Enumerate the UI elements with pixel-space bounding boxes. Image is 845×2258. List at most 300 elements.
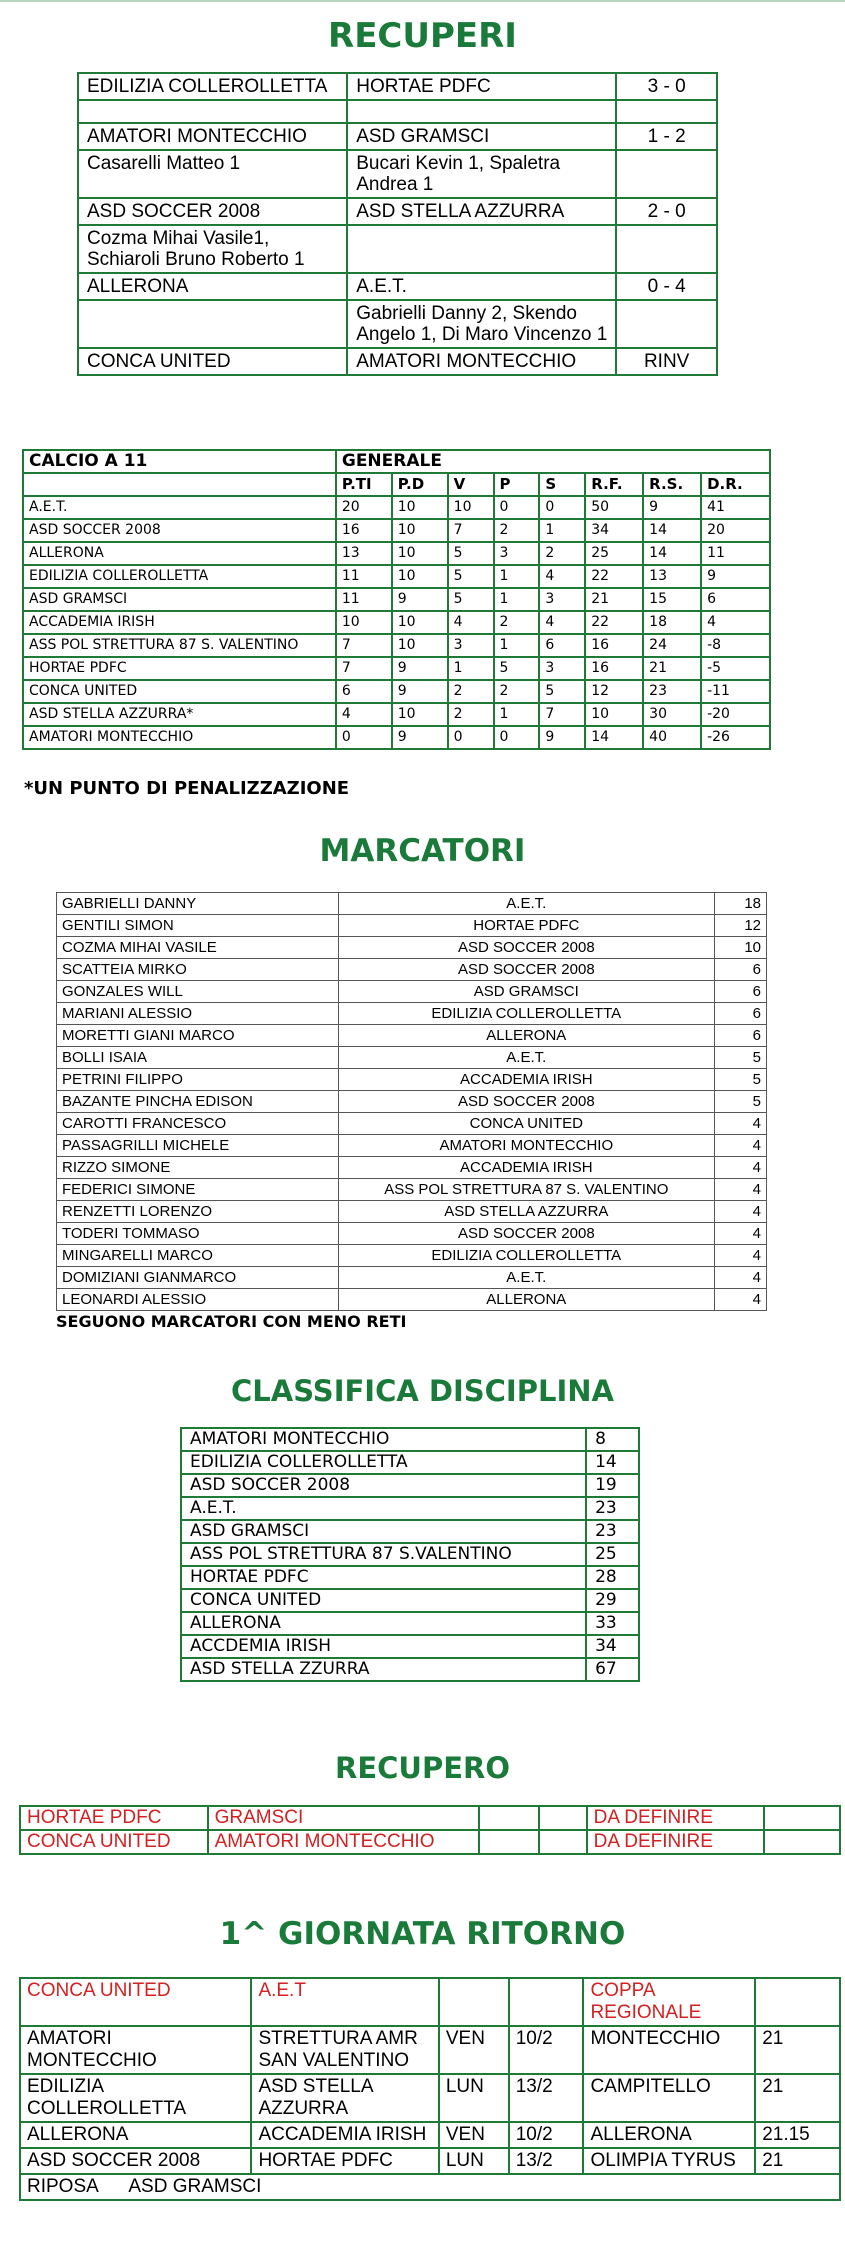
goal-diff-cell: 4 xyxy=(701,611,770,634)
draws-cell: 1 xyxy=(494,634,540,657)
home-cell: AMATORI MONTECCHIO xyxy=(78,123,347,150)
discipline-row xyxy=(181,1612,639,1635)
match-row xyxy=(78,73,717,100)
goals-against-cell: 21 xyxy=(643,657,701,680)
team-cell: A.E.T. xyxy=(181,1497,586,1520)
played-cell: 9 xyxy=(392,726,448,749)
points-cell: 23 xyxy=(586,1520,639,1543)
scorer-row xyxy=(57,1201,767,1223)
team-cell: ASD SOCCER 2008 xyxy=(338,1091,714,1113)
result-cell xyxy=(616,150,717,198)
wins-cell: 2 xyxy=(448,703,494,726)
points-cell: 11 xyxy=(336,588,392,611)
result-cell: RINV xyxy=(616,348,717,375)
home-cell xyxy=(78,300,347,348)
home-cell: HORTAE PDFC xyxy=(20,1806,208,1830)
match-row xyxy=(78,300,717,348)
team-cell: AMATORI MONTECCHIO xyxy=(338,1135,714,1157)
time-cell: 21.15 xyxy=(755,2122,840,2148)
goals-cell: 4 xyxy=(715,1245,767,1267)
column-header: R.S. xyxy=(643,473,701,496)
team-cell: ASD GRAMSCI xyxy=(23,588,336,611)
losses-cell: 5 xyxy=(539,680,585,703)
away-cell: GRAMSCI xyxy=(208,1806,479,1830)
team-cell: ASD SOCCER 2008 xyxy=(181,1474,586,1497)
goal-diff-cell: 9 xyxy=(701,565,770,588)
date-cell: 13/2 xyxy=(509,2074,584,2122)
team-cell: HORTAE PDFC xyxy=(338,915,714,937)
goal-diff-cell: -8 xyxy=(701,634,770,657)
player-cell: MINGARELLI MARCO xyxy=(57,1245,339,1267)
match-row xyxy=(78,225,717,273)
goal-diff-cell: 11 xyxy=(701,542,770,565)
home-cell: ASD SOCCER 2008 xyxy=(78,198,347,225)
team-cell: ALLERONA xyxy=(23,542,336,565)
time-cell: 21 xyxy=(755,2148,840,2174)
played-cell: 9 xyxy=(392,680,448,703)
result-cell: 1 - 2 xyxy=(616,123,717,150)
discipline-row xyxy=(181,1589,639,1612)
team-cell: ASD STELLA AZZURRA xyxy=(338,1201,714,1223)
draws-cell: 0 xyxy=(494,496,540,519)
points-cell: 23 xyxy=(586,1497,639,1520)
discipline-row xyxy=(181,1566,639,1589)
team-cell: ASD STELLA ZZURRA xyxy=(181,1658,586,1681)
team-cell: ACCADEMIA IRISH xyxy=(23,611,336,634)
goal-diff-cell: 6 xyxy=(701,588,770,611)
day-cell xyxy=(479,1806,539,1830)
points-cell: 10 xyxy=(336,611,392,634)
goals-cell: 4 xyxy=(715,1157,767,1179)
team-cell: CONCA UNITED xyxy=(338,1113,714,1135)
standings-row xyxy=(23,542,770,565)
goals-cell: 4 xyxy=(715,1113,767,1135)
player-cell: BAZANTE PINCHA EDISON xyxy=(57,1091,339,1113)
played-cell: 10 xyxy=(392,519,448,542)
played-cell: 9 xyxy=(392,657,448,680)
player-cell: CAROTTI FRANCESCO xyxy=(57,1113,339,1135)
goals-cell: 6 xyxy=(715,1003,767,1025)
points-cell: 0 xyxy=(336,726,392,749)
classifica-subtitle: GENERALE xyxy=(336,450,770,473)
goals-cell: 4 xyxy=(715,1179,767,1201)
wins-cell: 5 xyxy=(448,565,494,588)
points-cell: 8 xyxy=(586,1428,639,1451)
result-cell xyxy=(616,225,717,273)
team-cell: ASS POL STRETTURA 87 S. VALENTINO xyxy=(338,1179,714,1201)
venue-cell: DA DEFINIRE xyxy=(587,1830,765,1854)
team-cell: A.E.T. xyxy=(23,496,336,519)
venue-cell: OLIMPIA TYRUS xyxy=(583,2148,755,2174)
day-cell: LUN xyxy=(439,2148,509,2174)
goals-cell: 6 xyxy=(715,959,767,981)
discipline-row xyxy=(181,1520,639,1543)
goals-cell: 12 xyxy=(715,915,767,937)
player-cell: SCATTEIA MIRKO xyxy=(57,959,339,981)
points-cell: 4 xyxy=(336,703,392,726)
goals-cell: 4 xyxy=(715,1289,767,1311)
goals-against-cell: 14 xyxy=(643,519,701,542)
losses-cell: 3 xyxy=(539,657,585,680)
wins-cell: 7 xyxy=(448,519,494,542)
time-cell: 21 xyxy=(755,2026,840,2074)
home-cell: EDILIZIA COLLEROLLETTA xyxy=(78,73,347,100)
points-cell: 20 xyxy=(336,496,392,519)
discipline-row xyxy=(181,1497,639,1520)
discipline-row xyxy=(181,1428,639,1451)
home-cell: EDILIZIA COLLEROLLETTA xyxy=(20,2074,251,2122)
losses-cell: 2 xyxy=(539,542,585,565)
player-cell: PASSAGRILLI MICHELE xyxy=(57,1135,339,1157)
match-row xyxy=(78,100,717,123)
losses-cell: 6 xyxy=(539,634,585,657)
player-cell: RENZETTI LORENZO xyxy=(57,1201,339,1223)
team-cell: ALLERONA xyxy=(338,1025,714,1047)
penalty-note: *UN PUNTO DI PENALIZZAZIONE xyxy=(24,778,350,799)
recuperi-table xyxy=(77,72,718,376)
result-cell: 3 - 0 xyxy=(616,73,717,100)
team-cell: ASD GRAMSCI xyxy=(338,981,714,1003)
draws-cell: 3 xyxy=(494,542,540,565)
scorer-row xyxy=(57,1135,767,1157)
fixture-row xyxy=(20,2074,840,2122)
away-cell: ASD STELLA AZZURRA xyxy=(347,198,616,225)
date-cell xyxy=(539,1830,587,1854)
goals-cell: 18 xyxy=(715,893,767,915)
team-cell: ASD STELLA AZZURRA* xyxy=(23,703,336,726)
scorer-row xyxy=(57,1003,767,1025)
discipline-row xyxy=(181,1543,639,1566)
classifica-title: CALCIO A 11 xyxy=(23,450,336,473)
wins-cell: 4 xyxy=(448,611,494,634)
goals-for-cell: 25 xyxy=(585,542,643,565)
player-cell: TODERI TOMMASO xyxy=(57,1223,339,1245)
wins-cell: 10 xyxy=(448,496,494,519)
goals-for-cell: 22 xyxy=(585,611,643,634)
played-cell: 9 xyxy=(392,588,448,611)
disciplina-title: CLASSIFICA DISCIPLINA xyxy=(231,1374,614,1408)
team-cell: ASS POL STRETTURA 87 S.VALENTINO xyxy=(181,1543,586,1566)
wins-cell: 2 xyxy=(448,680,494,703)
team-cell: ASD GRAMSCI xyxy=(181,1520,586,1543)
scorer-row xyxy=(57,1069,767,1091)
points-cell: 29 xyxy=(586,1589,639,1612)
home-cell: ALLERONA xyxy=(20,2122,251,2148)
marcatori-table xyxy=(56,892,767,1311)
away-cell: Bucari Kevin 1, Spaletra Andrea 1 xyxy=(347,150,616,198)
scorer-row xyxy=(57,959,767,981)
team-cell: ACCDEMIA IRISH xyxy=(181,1635,586,1658)
points-cell: 14 xyxy=(586,1451,639,1474)
team-cell: ASD SOCCER 2008 xyxy=(338,1223,714,1245)
player-cell: LEONARDI ALESSIO xyxy=(57,1289,339,1311)
standings-row xyxy=(23,496,770,519)
draws-cell: 2 xyxy=(494,680,540,703)
column-header: V xyxy=(448,473,494,496)
goals-against-cell: 24 xyxy=(643,634,701,657)
losses-cell: 4 xyxy=(539,611,585,634)
away-cell: HORTAE PDFC xyxy=(347,73,616,100)
points-cell: 13 xyxy=(336,542,392,565)
fixture-row xyxy=(20,2026,840,2074)
goals-against-cell: 40 xyxy=(643,726,701,749)
goals-for-cell: 16 xyxy=(585,634,643,657)
player-cell: DOMIZIANI GIANMARCO xyxy=(57,1267,339,1289)
draws-cell: 1 xyxy=(494,703,540,726)
away-cell: Gabrielli Danny 2, Skendo Angelo 1, Di Maro Vincenzo 1 xyxy=(347,300,616,348)
home-cell: CONCA UNITED xyxy=(20,1830,208,1854)
team-cell: EDILIZIA COLLEROLLETTA xyxy=(338,1003,714,1025)
points-cell: 25 xyxy=(586,1543,639,1566)
standings-row xyxy=(23,519,770,542)
home-cell: AMATORI MONTECCHIO xyxy=(20,2026,251,2074)
match-row xyxy=(78,123,717,150)
team-cell: ASS POL STRETTURA 87 S. VALENTINO xyxy=(23,634,336,657)
wins-cell: 3 xyxy=(448,634,494,657)
draws-cell: 2 xyxy=(494,519,540,542)
standings-row xyxy=(23,703,770,726)
giornata-title: 1^ GIORNATA RITORNO xyxy=(219,1916,626,1952)
losses-cell: 9 xyxy=(539,726,585,749)
home-cell: Casarelli Matteo 1 xyxy=(78,150,347,198)
scorer-row xyxy=(57,1091,767,1113)
points-cell: 28 xyxy=(586,1566,639,1589)
venue-cell: DA DEFINIRE xyxy=(587,1806,765,1830)
goals-cell: 4 xyxy=(715,1135,767,1157)
home-cell: CONCA UNITED xyxy=(20,1978,251,2026)
player-cell: PETRINI FILIPPO xyxy=(57,1069,339,1091)
standings-row xyxy=(23,726,770,749)
team-cell: A.E.T. xyxy=(338,893,714,915)
goals-for-cell: 16 xyxy=(585,657,643,680)
date-cell: 10/2 xyxy=(509,2026,584,2074)
draws-cell: 1 xyxy=(494,565,540,588)
team-cell: ASD SOCCER 2008 xyxy=(338,937,714,959)
match-row xyxy=(78,273,717,300)
goal-diff-cell: -26 xyxy=(701,726,770,749)
venue-cell: MONTECCHIO xyxy=(583,2026,755,2074)
team-cell: CONCA UNITED xyxy=(23,680,336,703)
date-cell: 10/2 xyxy=(509,2122,584,2148)
wins-cell: 0 xyxy=(448,726,494,749)
team-cell: ACCADEMIA IRISH xyxy=(338,1069,714,1091)
player-cell: FEDERICI SIMONE xyxy=(57,1179,339,1201)
points-cell: 34 xyxy=(586,1635,639,1658)
result-cell: 2 - 0 xyxy=(616,198,717,225)
player-cell: MORETTI GIANI MARCO xyxy=(57,1025,339,1047)
away-cell: AMATORI MONTECCHIO xyxy=(208,1830,479,1854)
goals-cell: 4 xyxy=(715,1267,767,1289)
goals-against-cell: 9 xyxy=(643,496,701,519)
team-cell: A.E.T. xyxy=(338,1267,714,1289)
scorer-row xyxy=(57,1179,767,1201)
points-cell: 7 xyxy=(336,657,392,680)
wins-cell: 1 xyxy=(448,657,494,680)
scorer-row xyxy=(57,1245,767,1267)
recuperi-title: RECUPERI xyxy=(328,16,517,56)
venue-cell: COPPA REGIONALE xyxy=(583,1978,755,2026)
draws-cell: 1 xyxy=(494,588,540,611)
giornata-table xyxy=(19,1977,841,2201)
team-cell: ASD SOCCER 2008 xyxy=(23,519,336,542)
date-cell xyxy=(509,1978,584,2026)
recupero-title: RECUPERO xyxy=(334,1751,511,1785)
team-cell: AMATORI MONTECCHIO xyxy=(181,1428,586,1451)
standings-row xyxy=(23,588,770,611)
away-cell: A.E.T. xyxy=(347,273,616,300)
blank-header-cell xyxy=(23,473,336,496)
fixture-row xyxy=(20,2148,840,2174)
standings-row xyxy=(23,657,770,680)
column-header: S xyxy=(539,473,585,496)
team-cell: ALLERONA xyxy=(338,1289,714,1311)
goals-cell: 5 xyxy=(715,1069,767,1091)
time-cell xyxy=(764,1830,840,1854)
team-cell: AMATORI MONTECCHIO xyxy=(23,726,336,749)
goal-diff-cell: 41 xyxy=(701,496,770,519)
wins-cell: 5 xyxy=(448,542,494,565)
team-cell: ASD SOCCER 2008 xyxy=(338,959,714,981)
home-cell: CONCA UNITED xyxy=(78,348,347,375)
away-cell xyxy=(347,100,616,123)
losses-cell: 7 xyxy=(539,703,585,726)
classifica-table xyxy=(22,449,771,750)
losses-cell: 4 xyxy=(539,565,585,588)
goals-for-cell: 14 xyxy=(585,726,643,749)
goal-diff-cell: 20 xyxy=(701,519,770,542)
player-cell: MARIANI ALESSIO xyxy=(57,1003,339,1025)
scorer-row xyxy=(57,1025,767,1047)
home-cell xyxy=(78,100,347,123)
goals-against-cell: 14 xyxy=(643,542,701,565)
player-cell: BOLLI ISAIA xyxy=(57,1047,339,1069)
riposa-cell: RIPOSA ASD GRAMSCI xyxy=(20,2174,840,2200)
fixture-row xyxy=(20,2122,840,2148)
wins-cell: 5 xyxy=(448,588,494,611)
goals-for-cell: 34 xyxy=(585,519,643,542)
day-cell: LUN xyxy=(439,2074,509,2122)
date-cell xyxy=(539,1806,587,1830)
away-cell: ASD STELLA AZZURRA xyxy=(251,2074,438,2122)
standings-row xyxy=(23,611,770,634)
scorer-row xyxy=(57,1267,767,1289)
player-cell: GABRIELLI DANNY xyxy=(57,893,339,915)
played-cell: 10 xyxy=(392,703,448,726)
team-cell: CONCA UNITED xyxy=(181,1589,586,1612)
played-cell: 10 xyxy=(392,565,448,588)
goals-cell: 6 xyxy=(715,1025,767,1047)
discipline-row xyxy=(181,1635,639,1658)
scorer-row xyxy=(57,1223,767,1245)
team-cell: HORTAE PDFC xyxy=(181,1566,586,1589)
match-row xyxy=(78,348,717,375)
disciplina-table xyxy=(180,1427,640,1682)
away-cell: AMATORI MONTECCHIO xyxy=(347,348,616,375)
day-cell: VEN xyxy=(439,2026,509,2074)
points-cell: 67 xyxy=(586,1658,639,1681)
top-divider xyxy=(0,0,845,2)
column-header: P.TI xyxy=(336,473,392,496)
fixture-row xyxy=(20,1978,840,2026)
marcatori-title: MARCATORI xyxy=(319,833,526,869)
goal-diff-cell: -5 xyxy=(701,657,770,680)
day-cell: VEN xyxy=(439,2122,509,2148)
away-cell: ASD GRAMSCI xyxy=(347,123,616,150)
player-cell: RIZZO SIMONE xyxy=(57,1157,339,1179)
losses-cell: 3 xyxy=(539,588,585,611)
player-cell: GONZALES WILL xyxy=(57,981,339,1003)
points-cell: 33 xyxy=(586,1612,639,1635)
points-cell: 7 xyxy=(336,634,392,657)
team-cell: ACCADEMIA IRISH xyxy=(338,1157,714,1179)
home-cell: ALLERONA xyxy=(78,273,347,300)
goal-diff-cell: -11 xyxy=(701,680,770,703)
goals-for-cell: 22 xyxy=(585,565,643,588)
player-cell: COZMA MIHAI VASILE xyxy=(57,937,339,959)
played-cell: 10 xyxy=(392,496,448,519)
venue-cell: ALLERONA xyxy=(583,2122,755,2148)
standings-row xyxy=(23,634,770,657)
discipline-row xyxy=(181,1451,639,1474)
date-cell: 13/2 xyxy=(509,2148,584,2174)
goals-against-cell: 30 xyxy=(643,703,701,726)
discipline-row xyxy=(181,1474,639,1497)
column-header: P xyxy=(494,473,540,496)
team-cell: EDILIZIA COLLEROLLETTA xyxy=(338,1245,714,1267)
column-header: P.D xyxy=(392,473,448,496)
losses-cell: 0 xyxy=(539,496,585,519)
scorer-row xyxy=(57,981,767,1003)
scorer-row xyxy=(57,1113,767,1135)
recupero-row xyxy=(20,1830,840,1854)
match-row xyxy=(78,198,717,225)
team-cell: EDILIZIA COLLEROLLETTA xyxy=(181,1451,586,1474)
goals-cell: 4 xyxy=(715,1201,767,1223)
goals-cell: 5 xyxy=(715,1047,767,1069)
scorer-row xyxy=(57,1289,767,1311)
goals-cell: 5 xyxy=(715,1091,767,1113)
draws-cell: 0 xyxy=(494,726,540,749)
goals-cell: 10 xyxy=(715,937,767,959)
time-cell xyxy=(755,1978,840,2026)
time-cell: 21 xyxy=(755,2074,840,2122)
discipline-row xyxy=(181,1658,639,1681)
played-cell: 10 xyxy=(392,634,448,657)
home-cell: Cozma Mihai Vasile1, Schiaroli Bruno Roberto 1 xyxy=(78,225,347,273)
away-cell: HORTAE PDFC xyxy=(251,2148,438,2174)
played-cell: 10 xyxy=(392,542,448,565)
draws-cell: 5 xyxy=(494,657,540,680)
away-cell: ACCADEMIA IRISH xyxy=(251,2122,438,2148)
marcatori-note: SEGUONO MARCATORI CON MENO RETI xyxy=(56,1312,407,1331)
away-cell xyxy=(347,225,616,273)
goals-cell: 4 xyxy=(715,1223,767,1245)
away-cell: STRETTURA AMR SAN VALENTINO xyxy=(251,2026,438,2074)
recupero-row xyxy=(20,1806,840,1830)
goal-diff-cell: -20 xyxy=(701,703,770,726)
day-cell xyxy=(439,1978,509,2026)
scorer-row xyxy=(57,893,767,915)
goals-for-cell: 12 xyxy=(585,680,643,703)
team-cell: A.E.T. xyxy=(338,1047,714,1069)
standings-row xyxy=(23,680,770,703)
goals-for-cell: 50 xyxy=(585,496,643,519)
losses-cell: 1 xyxy=(539,519,585,542)
team-cell: EDILIZIA COLLEROLLETTA xyxy=(23,565,336,588)
team-cell: ALLERONA xyxy=(181,1612,586,1635)
player-cell: GENTILI SIMON xyxy=(57,915,339,937)
points-cell: 19 xyxy=(586,1474,639,1497)
